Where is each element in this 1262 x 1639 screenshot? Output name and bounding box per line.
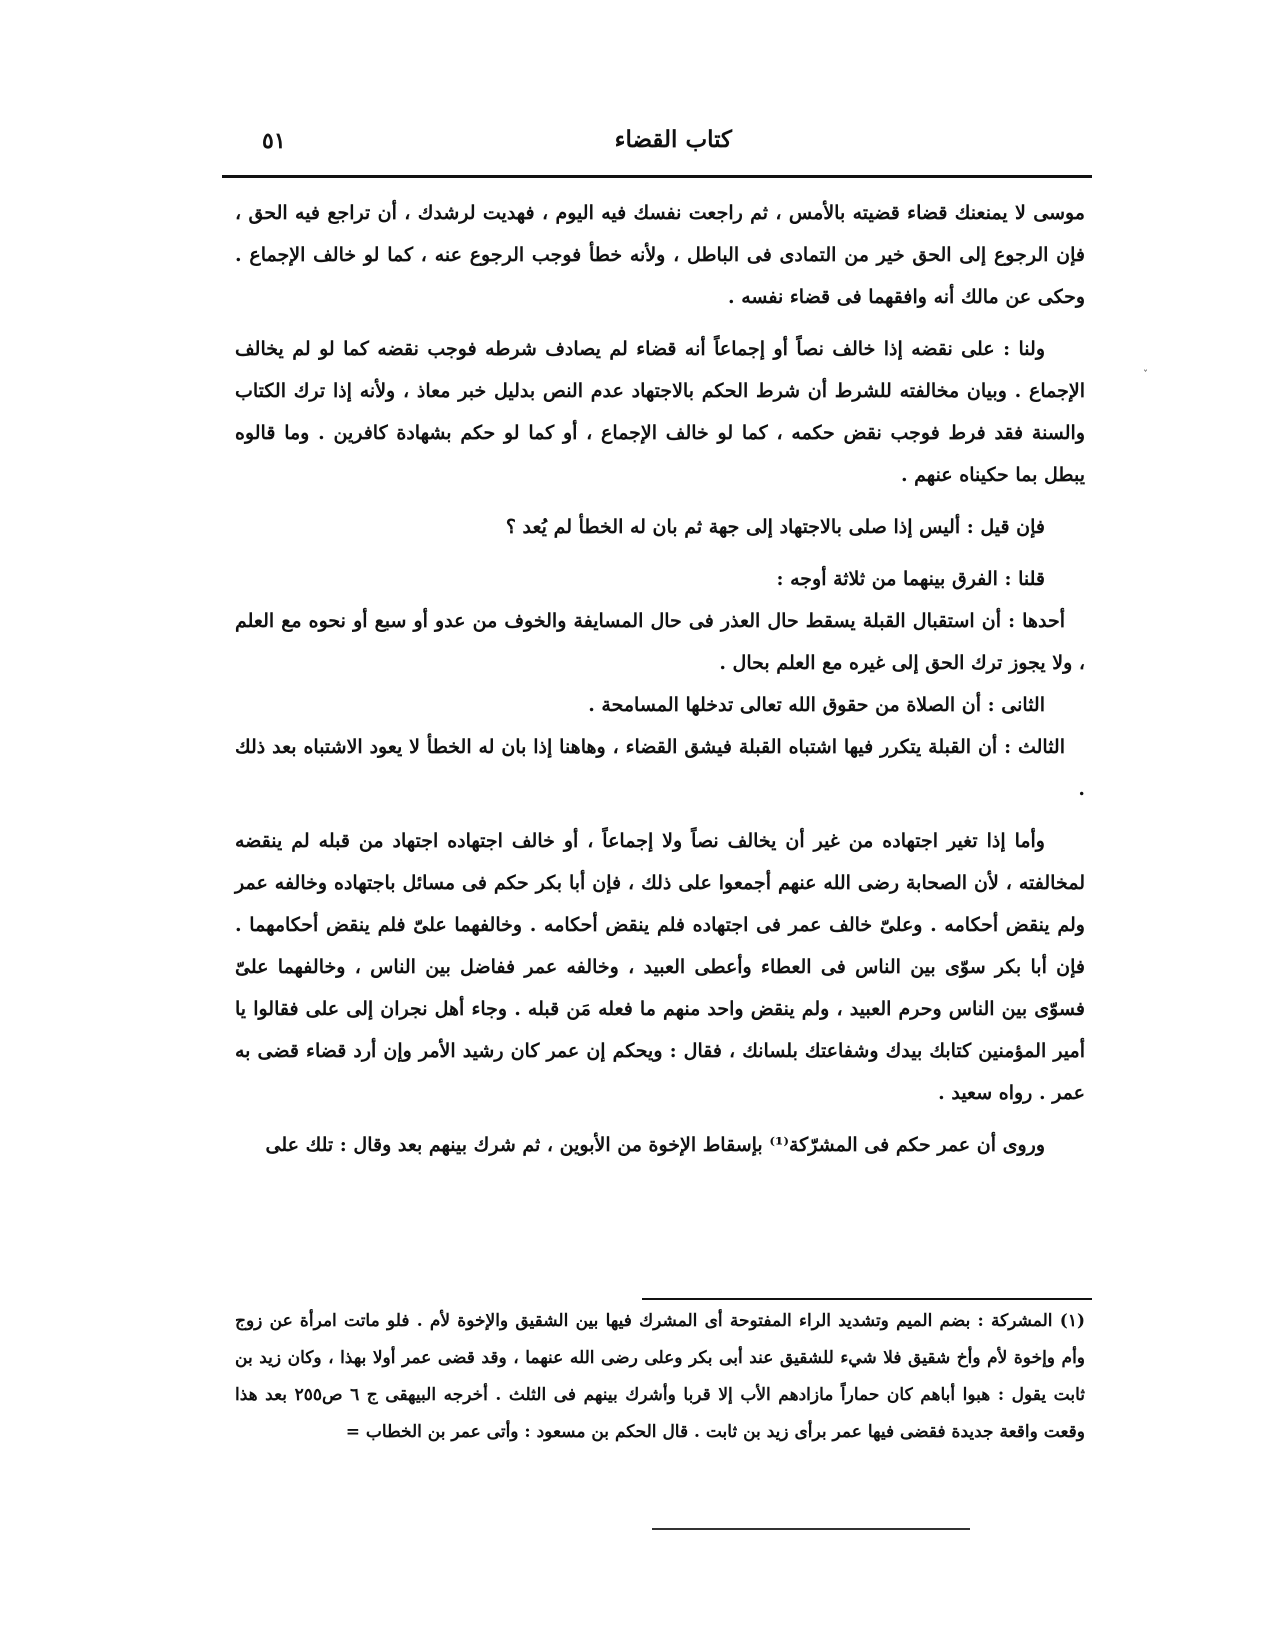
running-title: كتاب القضاء	[614, 126, 732, 153]
paragraph: الثانى : أن الصلاة من حقوق الله تعالى تدخلها المسامحة .	[588, 694, 1045, 716]
paragraph: الثالث : أن القبلة يتكرر فيها اشتباه القبلة فيشق القضاء ، وهاهنا إذا بان له الخطأ لا يعود الاشتباه بعد ذلك .	[235, 736, 1085, 800]
main-text	[235, 192, 1085, 1166]
paragraph: وأما إذا تغير اجتهاده من غير أن يخالف نصاً ولا إجماعاً ، أو خالف اجتهاده اجتهاد من قبله لم ينقضه لمخالفته ، لأن الصحابة رضى الله عنهم أجمعوا على ذلك ، فإن أبا بكر حكم فى مسائل باجتهاده وخالفه عمر ولم ينقض أحكامه . وعلىّ خالف عمر فى اجتهاده فلم ينقض أحكامه . وخالفهما علىّ فلم ينقض أحكامهما . فإن أبا بكر سوّى بين الناس فى العطاء وأعطى العبيد ، وخالفه عمر ففاضل بين الناس ، وخالفهما علىّ فسوّى بين الناس وحرم العبيد ، ولم ينقض واحد منهم ما فعله مَن قبله . وجاء أهل نجران إلى على فقالوا يا أمير المؤمنين كتابك بيدك وشفاعتك بلسانك ، فقال : ويحكم إن عمر كان رشيد الأمر وإن أرد قضاء قضى به عمر . رواه سعيد .	[235, 830, 1085, 1104]
paragraph: وروى أن عمر حكم فى المشرّكة⁽¹⁾ بإسقاط الإخوة من الأبوين ، ثم شرك بينهم بعد وقال : تلك على	[265, 1134, 1045, 1156]
page-number: ٥١	[262, 128, 286, 154]
paragraph: قلنا : الفرق بينهما من ثلاثة أوجه :	[776, 568, 1045, 590]
page-header	[222, 120, 1092, 166]
paragraph: أحدها : أن استقبال القبلة يسقط حال العذر فى حال المسايفة والخوف من عدو أو سبع أو نحوه مع العلم ، ولا يجوز ترك الحق إلى غيره مع العلم بحال .	[235, 610, 1085, 674]
paragraph: ولنا : على نقضه إذا خالف نصاً أو إجماعاً أنه قضاء لم يصادف شرطه فوجب نقضه كما لو لم يخالف الإجماع . وبيان مخالفته للشرط أن شرط الحكم بالاجتهاد عدم النص بدليل خبر معاذ ، ولأنه إذا ترك الكتاب والسنة فقد فرط فوجب نقض حكمه ، كما لو خالف الإجماع ، أو كما لو حكم بشهادة كافرين . وما قالوه يبطل بما حكيناه عنهم .	[235, 338, 1085, 486]
footnotes	[235, 1303, 1085, 1451]
margin-mark: ˇ	[1143, 370, 1148, 381]
paragraph: فإن قيل : أليس إذا صلى بالاجتهاد إلى جهة ثم بان له الخطأ لم يُعد ؟	[505, 516, 1045, 538]
header-rule	[222, 175, 1092, 178]
footnote: (١) المشركة : بضم الميم وتشديد الراء المفتوحة أى المشرك فيها بين الشقيق والإخوة لأم . فلو ماتت امرأة عن زوج وأم وإخوة لأم وأخ شقيق فلا شيء للشقيق عند أبى بكر وعلى رضى الله عنهما ، وقد قضى عمر أولا بهذا ، وكان زيد بن ثابت يقول : هبوا أباهم كان حماراً مازادهم الأب إلا قربا وأشرك بينهم فى الثلث . أخرجه البيهقى ج ٦ ص٢٥٥ بعد هذا وقعت واقعة جديدة فقضى فيها عمر برأى زيد بن ثابت . قال الحكم بن مسعود : وأتى عمر بن الخطاب =	[235, 1311, 1085, 1442]
footnote-rule	[642, 1298, 1092, 1300]
paragraph: موسى لا يمنعنك قضاء قضيته بالأمس ، ثم راجعت نفسك فيه اليوم ، فهديت لرشدك ، أن تراجع فيه الحق ، فإن الرجوع إلى الحق خير من التمادى فى الباطل ، ولأنه خطأ فوجب الرجوع عنه ، كما لو خالف الإجماع . وحكى عن مالك أنه وافقهما فى قضاء نفسه .	[235, 202, 1085, 308]
bottom-rule	[652, 1528, 970, 1530]
